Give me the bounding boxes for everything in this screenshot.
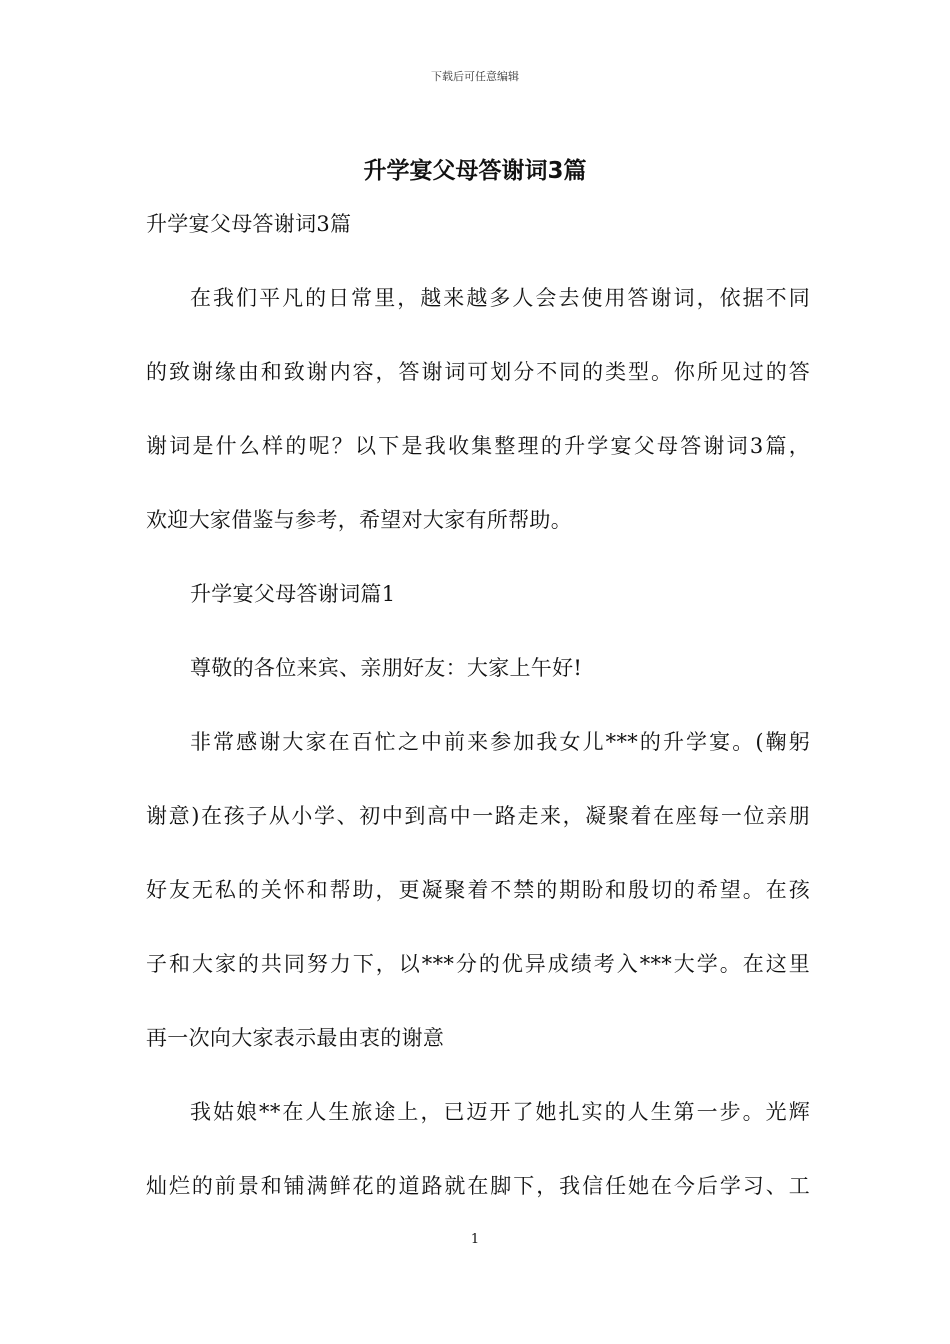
subtitle-line: 升学宴父母答谢词3篇 <box>146 212 352 236</box>
document-title: 升学宴父母答谢词3篇 <box>363 158 587 184</box>
paragraph-line: 尊敬的各位来宾、亲朋好友：大家上午好! <box>190 656 583 680</box>
paragraph-line: 再一次向大家表示最由衷的谢意 <box>146 1026 445 1050</box>
paragraph-line: 我姑娘**在人生旅途上，已迈开了她扎实的人生第一步。光辉 <box>190 1100 810 1124</box>
section-heading: 升学宴父母答谢词篇1 <box>190 582 396 606</box>
paragraph-line: 子和大家的共同努力下，以***分的优异成绩考入***大学。在这里 <box>146 952 810 976</box>
paragraph-line: 谢意)在孩子从小学、初中到高中一路走来，凝聚着在座每一位亲朋 <box>146 804 810 828</box>
paragraph-line: 欢迎大家借鉴与参考，希望对大家有所帮助。 <box>146 508 572 532</box>
paragraph-line: 好友无私的关怀和帮助，更凝聚着不禁的期盼和殷切的希望。在孩 <box>146 878 810 902</box>
header-note: 下载后可任意编辑 <box>431 70 519 83</box>
paragraph-line: 谢词是什么样的呢？以下是我收集整理的升学宴父母答谢词3篇， <box>146 434 810 458</box>
paragraph-line: 灿烂的前景和铺满鲜花的道路就在脚下，我信任她在今后学习、工 <box>146 1174 810 1198</box>
document-body <box>146 202 810 1238</box>
page-number: 1 <box>470 1232 480 1247</box>
paragraph-line: 在我们平凡的日常里，越来越多人会去使用答谢词，依据不同 <box>190 286 810 310</box>
paragraph-line: 非常感谢大家在百忙之中前来参加我女儿***的升学宴。(鞠躬 <box>190 730 810 754</box>
paragraph-line: 的致谢缘由和致谢内容，答谢词可划分不同的类型。你所见过的答 <box>146 360 810 384</box>
